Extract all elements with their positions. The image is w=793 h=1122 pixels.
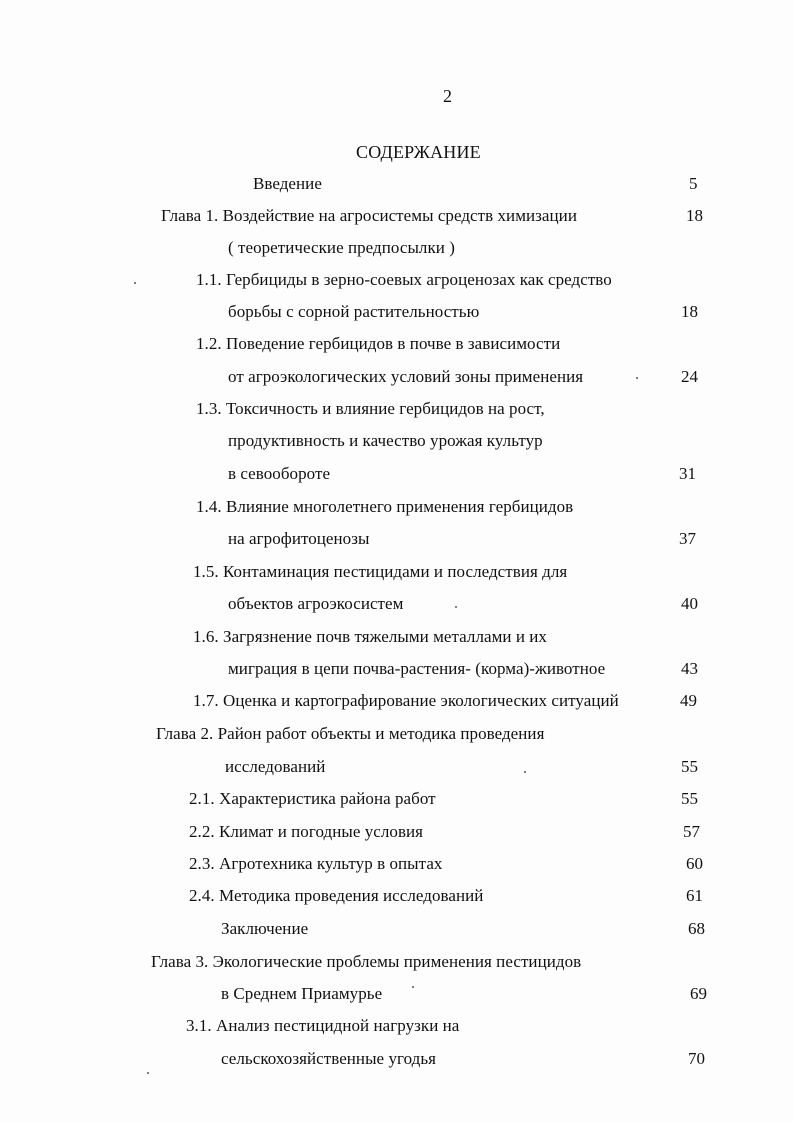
scan-speck bbox=[455, 606, 457, 608]
toc-entry-1-5: 1.5. Контаминация пестицидами и последствия для bbox=[193, 562, 568, 581]
scan-speck bbox=[524, 771, 526, 773]
toc-entry-2-2: 2.2. Климат и погодные условия bbox=[189, 822, 424, 841]
toc-entry-chapter-1-cont: ( теоретические предпосылки ) bbox=[228, 238, 455, 257]
toc-entry-1-1-cont: борьбы с сорной растительностью bbox=[228, 302, 480, 321]
toc-entry-chapter-3: Глава 3. Экологические проблемы применения пестицидов bbox=[151, 952, 582, 971]
scan-speck bbox=[636, 377, 638, 379]
toc-entry-1-2: 1.2. Поведение гербицидов в почве в зависимости bbox=[196, 334, 561, 353]
toc-entry-chapter-3-cont: в Среднем Приамурье bbox=[221, 984, 383, 1003]
toc-page-number: 24 bbox=[681, 367, 698, 386]
toc-entry-1-1: 1.1. Гербициды в зерно-соевых агроценозах как средство bbox=[196, 270, 612, 289]
page-number: 2 bbox=[443, 86, 452, 106]
toc-entry-chapter-1: Глава 1. Воздействие на агросистемы средств химизации bbox=[161, 206, 577, 225]
toc-page-number: 40 bbox=[681, 594, 698, 613]
toc-page-number: 43 bbox=[681, 659, 698, 678]
toc-entry-1-4-cont: на агрофитоценозы bbox=[228, 529, 370, 548]
toc-entry-conclusion: Заключение bbox=[221, 919, 309, 938]
toc-entry-1-4: 1.4. Влияние многолетнего применения гербицидов bbox=[196, 497, 574, 516]
toc-page-number: 57 bbox=[683, 822, 700, 841]
toc-entry-chapter-2-cont: исследований bbox=[225, 757, 326, 776]
toc-entry-chapter-2: Глава 2. Район работ объекты и методика проведения bbox=[156, 724, 545, 743]
toc-page-number: 61 bbox=[686, 886, 703, 905]
toc-entry-introduction: Введение bbox=[253, 174, 322, 193]
toc-page-number: 55 bbox=[681, 789, 698, 808]
scan-speck bbox=[134, 282, 136, 284]
toc-entry-3-1-cont: сельскохозяйственные угодья bbox=[221, 1049, 437, 1068]
toc-page-number: 55 bbox=[681, 757, 698, 776]
toc-entry-1-3-cont2: в севообороте bbox=[228, 464, 331, 483]
toc-page-number: 5 bbox=[689, 174, 698, 193]
scan-speck bbox=[147, 1072, 149, 1074]
toc-page-number: 69 bbox=[690, 984, 707, 1003]
toc-entry-1-2-cont: от агроэкологических условий зоны применения bbox=[228, 367, 584, 386]
toc-page-number: 70 bbox=[688, 1049, 705, 1068]
toc-entry-2-4: 2.4. Методика проведения исследований bbox=[189, 886, 484, 905]
toc-entry-1-3-cont: продуктивность и качество урожая культур bbox=[228, 431, 543, 450]
toc-entry-1-6: 1.6. Загрязнение почв тяжелыми металлами и их bbox=[193, 627, 547, 646]
page-title: СОДЕРЖАНИЕ bbox=[356, 142, 481, 162]
toc-page-number: 68 bbox=[688, 919, 705, 938]
toc-entry-1-3: 1.3. Токсичность и влияние гербицидов на рост, bbox=[196, 399, 545, 418]
toc-entry-3-1: 3.1. Анализ пестицидной нагрузки на bbox=[186, 1016, 460, 1035]
toc-page-number: 31 bbox=[679, 464, 696, 483]
scan-speck bbox=[412, 986, 414, 988]
toc-page-number: 60 bbox=[686, 854, 703, 873]
toc-page-number: 18 bbox=[681, 302, 698, 321]
toc-entry-1-6-cont: миграция в цепи почва-растения- (корма)-животное bbox=[228, 659, 606, 678]
toc-page-number: 18 bbox=[686, 206, 703, 225]
toc-page-number: 37 bbox=[679, 529, 696, 548]
toc-entry-2-1: 2.1. Характеристика района работ bbox=[189, 789, 436, 808]
toc-entry-2-3: 2.3. Агротехника культур в опытах bbox=[189, 854, 443, 873]
toc-entry-1-5-cont: объектов агроэкосистем bbox=[228, 594, 404, 613]
toc-page-number: 49 bbox=[680, 691, 697, 710]
toc-entry-1-7: 1.7. Оценка и картографирование экологических ситуаций bbox=[193, 691, 619, 710]
